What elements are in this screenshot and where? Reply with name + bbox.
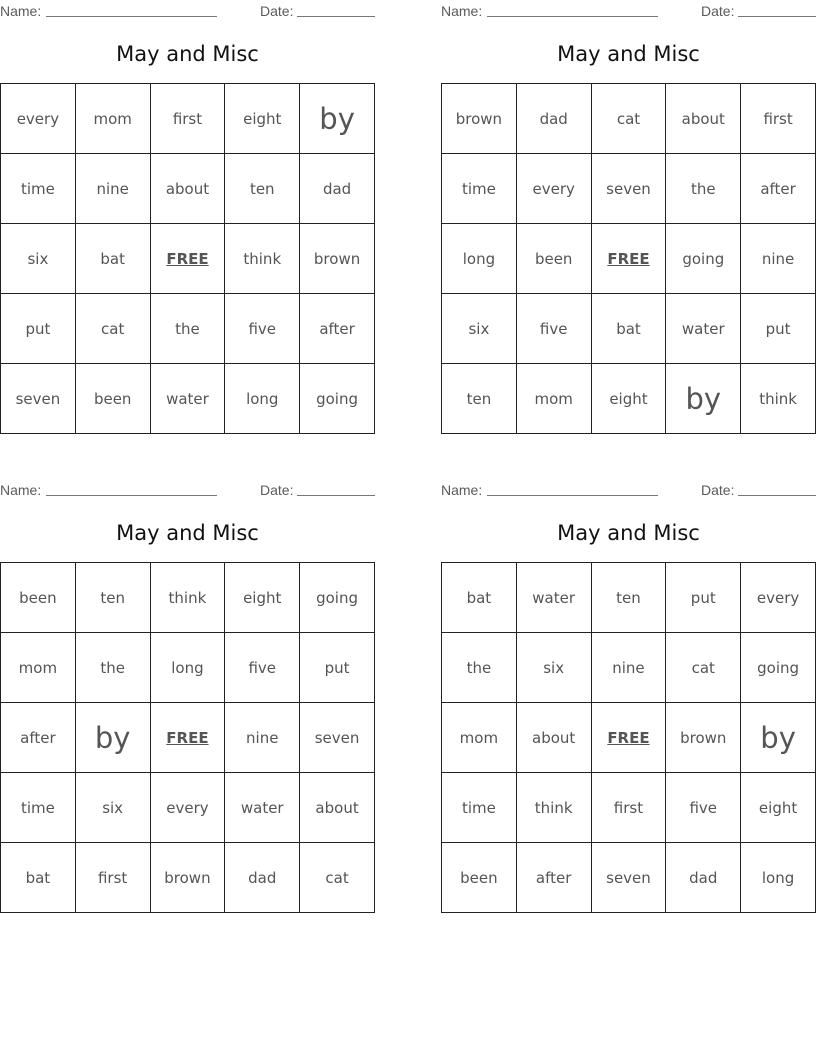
grid-row: [1, 154, 375, 224]
bingo-cell[interactable]: every: [741, 563, 816, 633]
bingo-cell[interactable]: brown: [300, 224, 375, 294]
card-title: May and Misc: [116, 42, 259, 66]
bingo-cell[interactable]: eight: [591, 364, 666, 434]
grid-row: [442, 294, 816, 364]
grid-row: [1, 563, 375, 633]
grid-row: [442, 364, 816, 434]
bingo-cell[interactable]: going: [666, 224, 741, 294]
bingo-cell[interactable]: long: [225, 364, 300, 434]
bingo-cell[interactable]: brown: [442, 84, 517, 154]
bingo-grid: [0, 562, 375, 913]
bingo-cell[interactable]: cat: [591, 84, 666, 154]
bingo-cell[interactable]: think: [225, 224, 300, 294]
grid-row: [442, 84, 816, 154]
date-label: Date:: [701, 3, 735, 19]
bingo-card: [441, 0, 816, 416]
bingo-cell[interactable]: bat: [591, 294, 666, 364]
name-blank[interactable]: [487, 495, 658, 496]
bingo-cell[interactable]: eight: [225, 84, 300, 154]
bingo-card: [0, 0, 375, 408]
bingo-cell[interactable]: been: [442, 843, 517, 913]
bingo-cell[interactable]: dad: [300, 154, 375, 224]
bingo-cell[interactable]: the: [150, 294, 225, 364]
bingo-cell[interactable]: dad: [225, 843, 300, 913]
bingo-cell[interactable]: ten: [591, 563, 666, 633]
bingo-cell[interactable]: six: [1, 224, 76, 294]
bingo-cell[interactable]: time: [1, 773, 76, 843]
date-blank[interactable]: [738, 16, 816, 17]
bingo-cell[interactable]: long: [150, 633, 225, 703]
free-space[interactable]: FREE: [150, 224, 225, 294]
grid-row: [442, 563, 816, 633]
grid-row: [442, 703, 816, 773]
bingo-cell[interactable]: brown: [150, 843, 225, 913]
bingo-cell[interactable]: five: [666, 773, 741, 843]
bingo-cell[interactable]: five: [225, 294, 300, 364]
bingo-cell[interactable]: dad: [516, 84, 591, 154]
bingo-cell[interactable]: ten: [442, 364, 517, 434]
bingo-cell[interactable]: six: [75, 773, 150, 843]
bingo-cell[interactable]: going: [300, 563, 375, 633]
bingo-grid: [441, 83, 816, 434]
bingo-cell[interactable]: five: [516, 294, 591, 364]
bingo-cell[interactable]: ten: [225, 154, 300, 224]
bingo-cell[interactable]: first: [75, 843, 150, 913]
bingo-cell[interactable]: after: [516, 843, 591, 913]
bingo-cell[interactable]: mom: [1, 633, 76, 703]
name-date-header: [441, 479, 816, 501]
bingo-cell[interactable]: bat: [75, 224, 150, 294]
bingo-cell[interactable]: nine: [75, 154, 150, 224]
bingo-cell[interactable]: six: [442, 294, 517, 364]
bingo-cell[interactable]: seven: [1, 364, 76, 434]
grid-row: [1, 773, 375, 843]
name-date-header: [0, 479, 375, 501]
grid-row: [442, 633, 816, 703]
bingo-cell[interactable]: every: [150, 773, 225, 843]
date-label: Date:: [260, 482, 294, 498]
bingo-cell[interactable]: ten: [75, 563, 150, 633]
bingo-cell[interactable]: time: [442, 773, 517, 843]
bingo-cell[interactable]: think: [516, 773, 591, 843]
bingo-cell[interactable]: water: [516, 563, 591, 633]
bingo-cell[interactable]: water: [666, 294, 741, 364]
name-date-header: [441, 0, 816, 22]
bingo-cell[interactable]: every: [516, 154, 591, 224]
card-title: May and Misc: [116, 521, 259, 545]
grid-row: [1, 703, 375, 773]
name-label: Name:: [0, 3, 42, 19]
bingo-cell[interactable]: six: [516, 633, 591, 703]
bingo-cell[interactable]: about: [150, 154, 225, 224]
bingo-cell[interactable]: time: [442, 154, 517, 224]
grid-row: [1, 224, 375, 294]
name-blank[interactable]: [46, 16, 217, 17]
bingo-cell[interactable]: first: [591, 773, 666, 843]
grid-row: [442, 773, 816, 843]
bingo-cell[interactable]: going: [300, 364, 375, 434]
grid-row: [1, 843, 375, 913]
bingo-cell[interactable]: after: [741, 154, 816, 224]
bingo-cell[interactable]: put: [666, 563, 741, 633]
bingo-cell[interactable]: every: [1, 84, 76, 154]
bingo-cell[interactable]: nine: [741, 224, 816, 294]
bingo-cell[interactable]: after: [1, 703, 76, 773]
card-title: May and Misc: [557, 42, 700, 66]
bingo-cell[interactable]: the: [666, 154, 741, 224]
name-blank[interactable]: [487, 16, 658, 17]
date-blank[interactable]: [297, 16, 375, 17]
name-label: Name:: [441, 482, 483, 498]
bingo-cell[interactable]: mom: [75, 84, 150, 154]
bingo-cell[interactable]: about: [300, 773, 375, 843]
bingo-cell[interactable]: eight: [225, 563, 300, 633]
bingo-cell[interactable]: seven: [591, 843, 666, 913]
bingo-cell[interactable]: the: [75, 633, 150, 703]
bingo-cell[interactable]: been: [516, 224, 591, 294]
grid-row: [442, 224, 816, 294]
name-label: Name:: [0, 482, 42, 498]
bingo-cell[interactable]: time: [1, 154, 76, 224]
bingo-card: [441, 479, 816, 887]
bingo-cell[interactable]: cat: [75, 294, 150, 364]
bingo-cell[interactable]: mom: [442, 703, 517, 773]
bingo-cell[interactable]: long: [442, 224, 517, 294]
bingo-cell[interactable]: nine: [591, 633, 666, 703]
bingo-cell[interactable]: first: [741, 84, 816, 154]
bingo-cell[interactable]: nine: [225, 703, 300, 773]
date-label: Date:: [260, 3, 294, 19]
free-space[interactable]: FREE: [591, 703, 666, 773]
grid-row: [1, 364, 375, 434]
grid-row: [1, 84, 375, 154]
bingo-cell[interactable]: after: [300, 294, 375, 364]
grid-row: [1, 633, 375, 703]
bingo-cell[interactable]: going: [741, 633, 816, 703]
bingo-cell[interactable]: cat: [300, 843, 375, 913]
date-label: Date:: [701, 482, 735, 498]
bingo-cell[interactable]: about: [666, 84, 741, 154]
bingo-cell[interactable]: brown: [666, 703, 741, 773]
bingo-cell[interactable]: think: [150, 563, 225, 633]
bingo-cell[interactable]: been: [75, 364, 150, 434]
date-blank[interactable]: [738, 495, 816, 496]
bingo-cell[interactable]: by: [75, 703, 150, 773]
grid-row: [442, 154, 816, 224]
bingo-cell[interactable]: put: [300, 633, 375, 703]
bingo-cell[interactable]: first: [150, 84, 225, 154]
card-title: May and Misc: [557, 521, 700, 545]
date-blank[interactable]: [297, 495, 375, 496]
bingo-cell[interactable]: think: [741, 364, 816, 434]
bingo-cell[interactable]: by: [666, 364, 741, 434]
bingo-cell[interactable]: long: [741, 843, 816, 913]
bingo-cell[interactable]: water: [150, 364, 225, 434]
bingo-grid: [0, 83, 375, 434]
free-space[interactable]: FREE: [150, 703, 225, 773]
bingo-cell[interactable]: by: [300, 84, 375, 154]
bingo-cell[interactable]: seven: [591, 154, 666, 224]
bingo-cell[interactable]: bat: [1, 843, 76, 913]
bingo-grid: [441, 562, 816, 913]
name-label: Name:: [441, 3, 483, 19]
bingo-cell[interactable]: by: [741, 703, 816, 773]
bingo-cell[interactable]: water: [225, 773, 300, 843]
bingo-cell[interactable]: put: [1, 294, 76, 364]
bingo-cell[interactable]: been: [1, 563, 76, 633]
bingo-cell[interactable]: bat: [442, 563, 517, 633]
bingo-cell[interactable]: dad: [666, 843, 741, 913]
name-date-header: [0, 0, 375, 22]
free-space[interactable]: FREE: [591, 224, 666, 294]
bingo-cell[interactable]: cat: [666, 633, 741, 703]
grid-row: [1, 294, 375, 364]
bingo-cell[interactable]: five: [225, 633, 300, 703]
bingo-cell[interactable]: mom: [516, 364, 591, 434]
grid-row: [442, 843, 816, 913]
bingo-cell[interactable]: seven: [300, 703, 375, 773]
bingo-cell[interactable]: eight: [741, 773, 816, 843]
name-blank[interactable]: [46, 495, 217, 496]
bingo-cell[interactable]: put: [741, 294, 816, 364]
bingo-cell[interactable]: about: [516, 703, 591, 773]
bingo-card: [0, 479, 375, 887]
bingo-cell[interactable]: the: [442, 633, 517, 703]
